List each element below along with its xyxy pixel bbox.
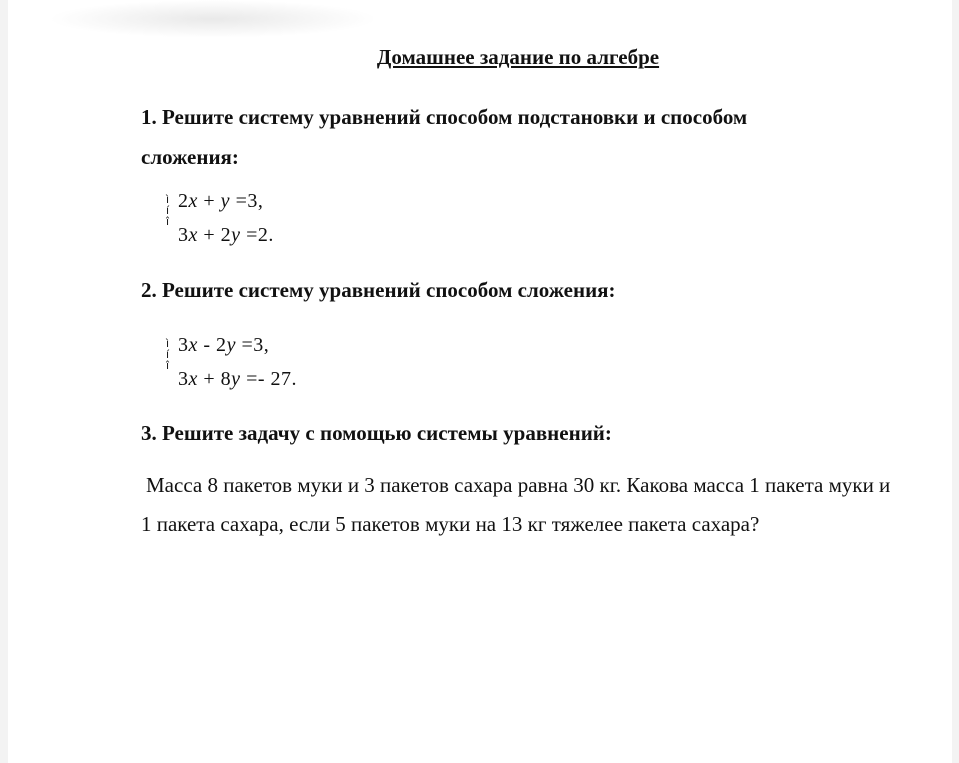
task-1-number: 1	[141, 105, 152, 129]
task-3-heading: 3. Решите задачу с помощью системы уравнений:	[141, 421, 612, 445]
equation-2-2: 3x + 8y =- 27.	[178, 368, 298, 390]
task-1-heading-text: . Решите систему уравнений способом подстановки и способом сложения:	[141, 105, 748, 169]
task-3-problem-text: Масса 8 пакетов муки и 3 пакетов сахара равна 30 кг. Какова масса 1 пакета муки и 1 пакета сахара, если 5 пакетов муки на 13 кг тяжелее пакета сахара?	[141, 473, 891, 536]
equation-1-1: 2x + y =3,	[178, 190, 264, 212]
equation-system-2	[166, 328, 297, 396]
document-page	[8, 0, 952, 763]
page-title: Домашнее задание по алгебре	[376, 45, 660, 69]
system-brace-2: ì í î	[166, 337, 170, 372]
equation-2-1: 3x - 2y =3,	[178, 334, 270, 356]
task-2-heading: 2. Решите систему уравнений способом сложения:	[141, 278, 616, 302]
task-1-heading	[141, 97, 801, 177]
equation-1-2: 3x + 2y =2.	[178, 224, 274, 246]
scan-shadow	[48, 0, 378, 38]
system-brace-1: ì í î	[166, 193, 170, 228]
equation-system-1	[166, 184, 274, 252]
